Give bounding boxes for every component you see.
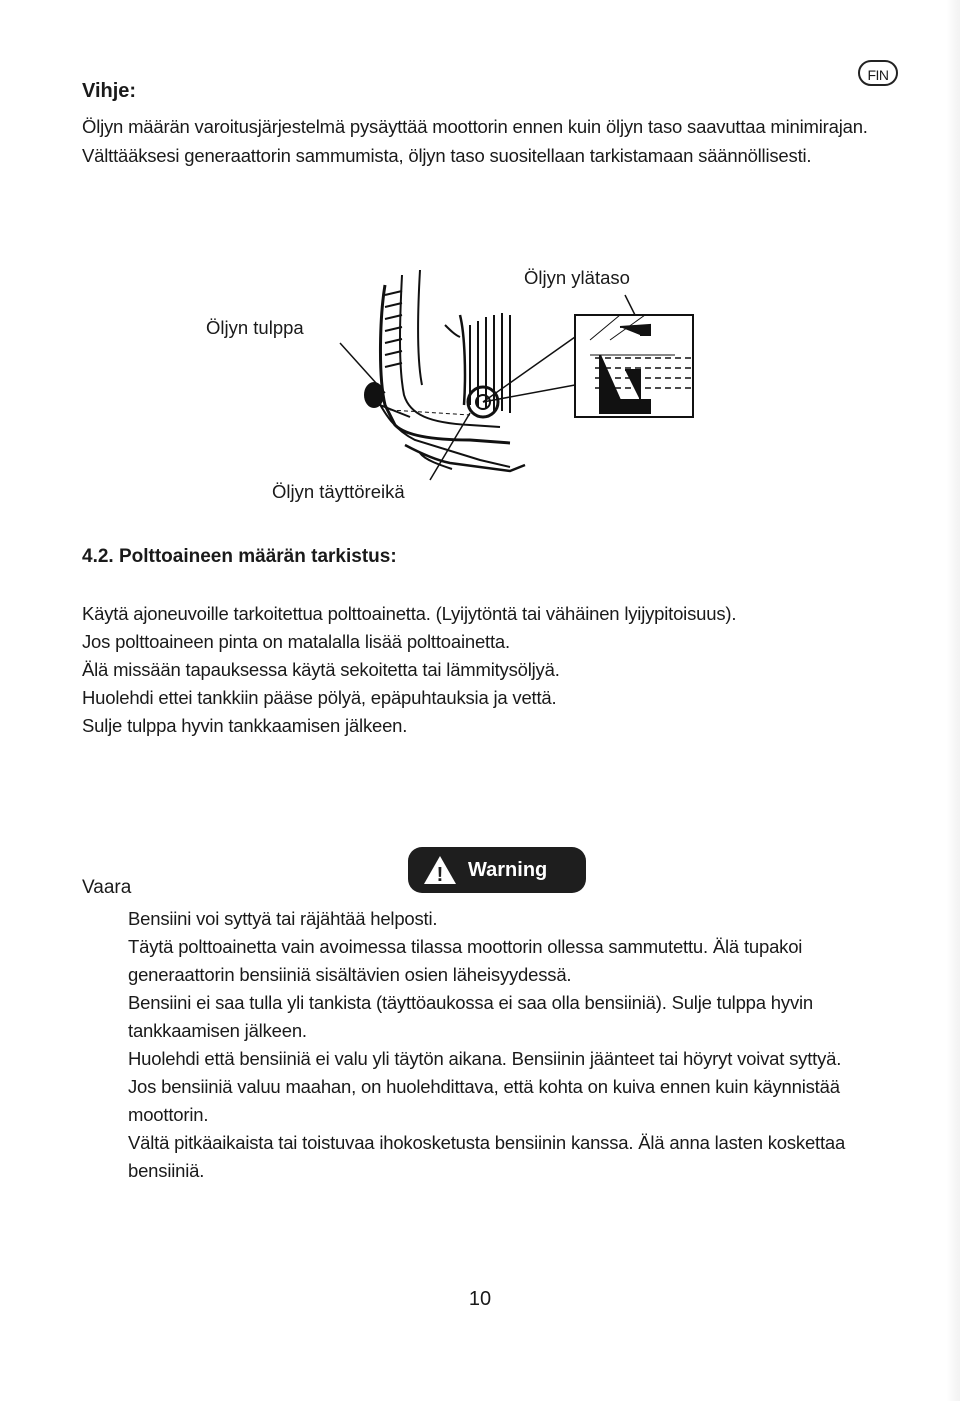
warning-heading: Vaara (82, 877, 132, 898)
warning-item: Vältä pitkäaikaista tai toistuvaa ihokosketusta bensiinin kanssa. Älä anna lasten koskettaa bensiiniä. (128, 1132, 846, 1181)
warning-triangle-icon (422, 854, 458, 886)
warning-item: Bensiini ei saa tulla yli tankista (täyttöaukossa ei saa olla bensiiniä). Sulje tulppa hyvin tankkaamisen jälkeen. (128, 992, 813, 1041)
warning-item: Bensiini voi syttyä tai räjähtää helposti. (128, 908, 438, 929)
warning-label: Warning (468, 858, 548, 881)
label-oil-fill-hole: Öljyn täyttöreikä (272, 481, 405, 502)
fuel-check-title: 4.2. Polttoaineen määrän tarkistus: (82, 546, 397, 567)
hint-text: Öljyn määrän varoitusjärjestelmä pysäyttää moottorin ennen kuin öljyn taso saavuttaa minimirajan. Välttääksesi generaattorin sammumista, öljyn taso suositellaan tarkistamaan säännöllisesti. (82, 116, 868, 166)
page-number: 10 (468, 1288, 492, 1310)
language-badge: FIN (858, 60, 898, 86)
oil-fill-diagram (180, 255, 740, 515)
instruction-line: Sulje tulppa hyvin tankkaamisen jälkeen. (82, 715, 408, 736)
warning-item: Täytä polttoainetta vain avoimessa tilassa moottorin ollessa sammutettu. Älä tupakoi generaattorin bensiiniä sisältävien osien läheisyydessä. (128, 936, 803, 985)
instruction-line: Käytä ajoneuvoille tarkoitettua polttoainetta. (Lyijytöntä tai vähäinen lyijypitoisuus). (82, 603, 737, 624)
warning-item: Huolehdi että bensiiniä ei valu yli täytön aikana. Bensiinin jäänteet tai höyryt voivat syttyä. (128, 1048, 842, 1069)
hint-title: Vihje: (82, 80, 137, 102)
label-oil-plug: Öljyn tulppa (206, 317, 304, 338)
label-oil-level: Öljyn ylätaso (524, 267, 630, 288)
warning-item: Jos bensiiniä valuu maahan, on huolehdittava, että kohta on kuiva ennen kuin käynnistää moottorin. (128, 1076, 840, 1125)
fuel-check-instructions (82, 600, 902, 740)
instruction-line: Jos polttoaineen pinta on matalalla lisää polttoainetta. (82, 631, 510, 652)
page-edge (946, 0, 960, 1401)
oil-fill-diagram-drawing (180, 255, 740, 515)
instruction-line: Huolehdi ettei tankkiin pääse pölyä, epäpuhtauksia ja vettä. (82, 687, 557, 708)
warning-list (128, 905, 898, 1185)
warning-badge (408, 847, 586, 893)
warning-symbol: ! (436, 864, 444, 886)
instruction-line: Älä missään tapauksessa käytä sekoitetta tai lämmitysöljyä. (82, 659, 560, 680)
